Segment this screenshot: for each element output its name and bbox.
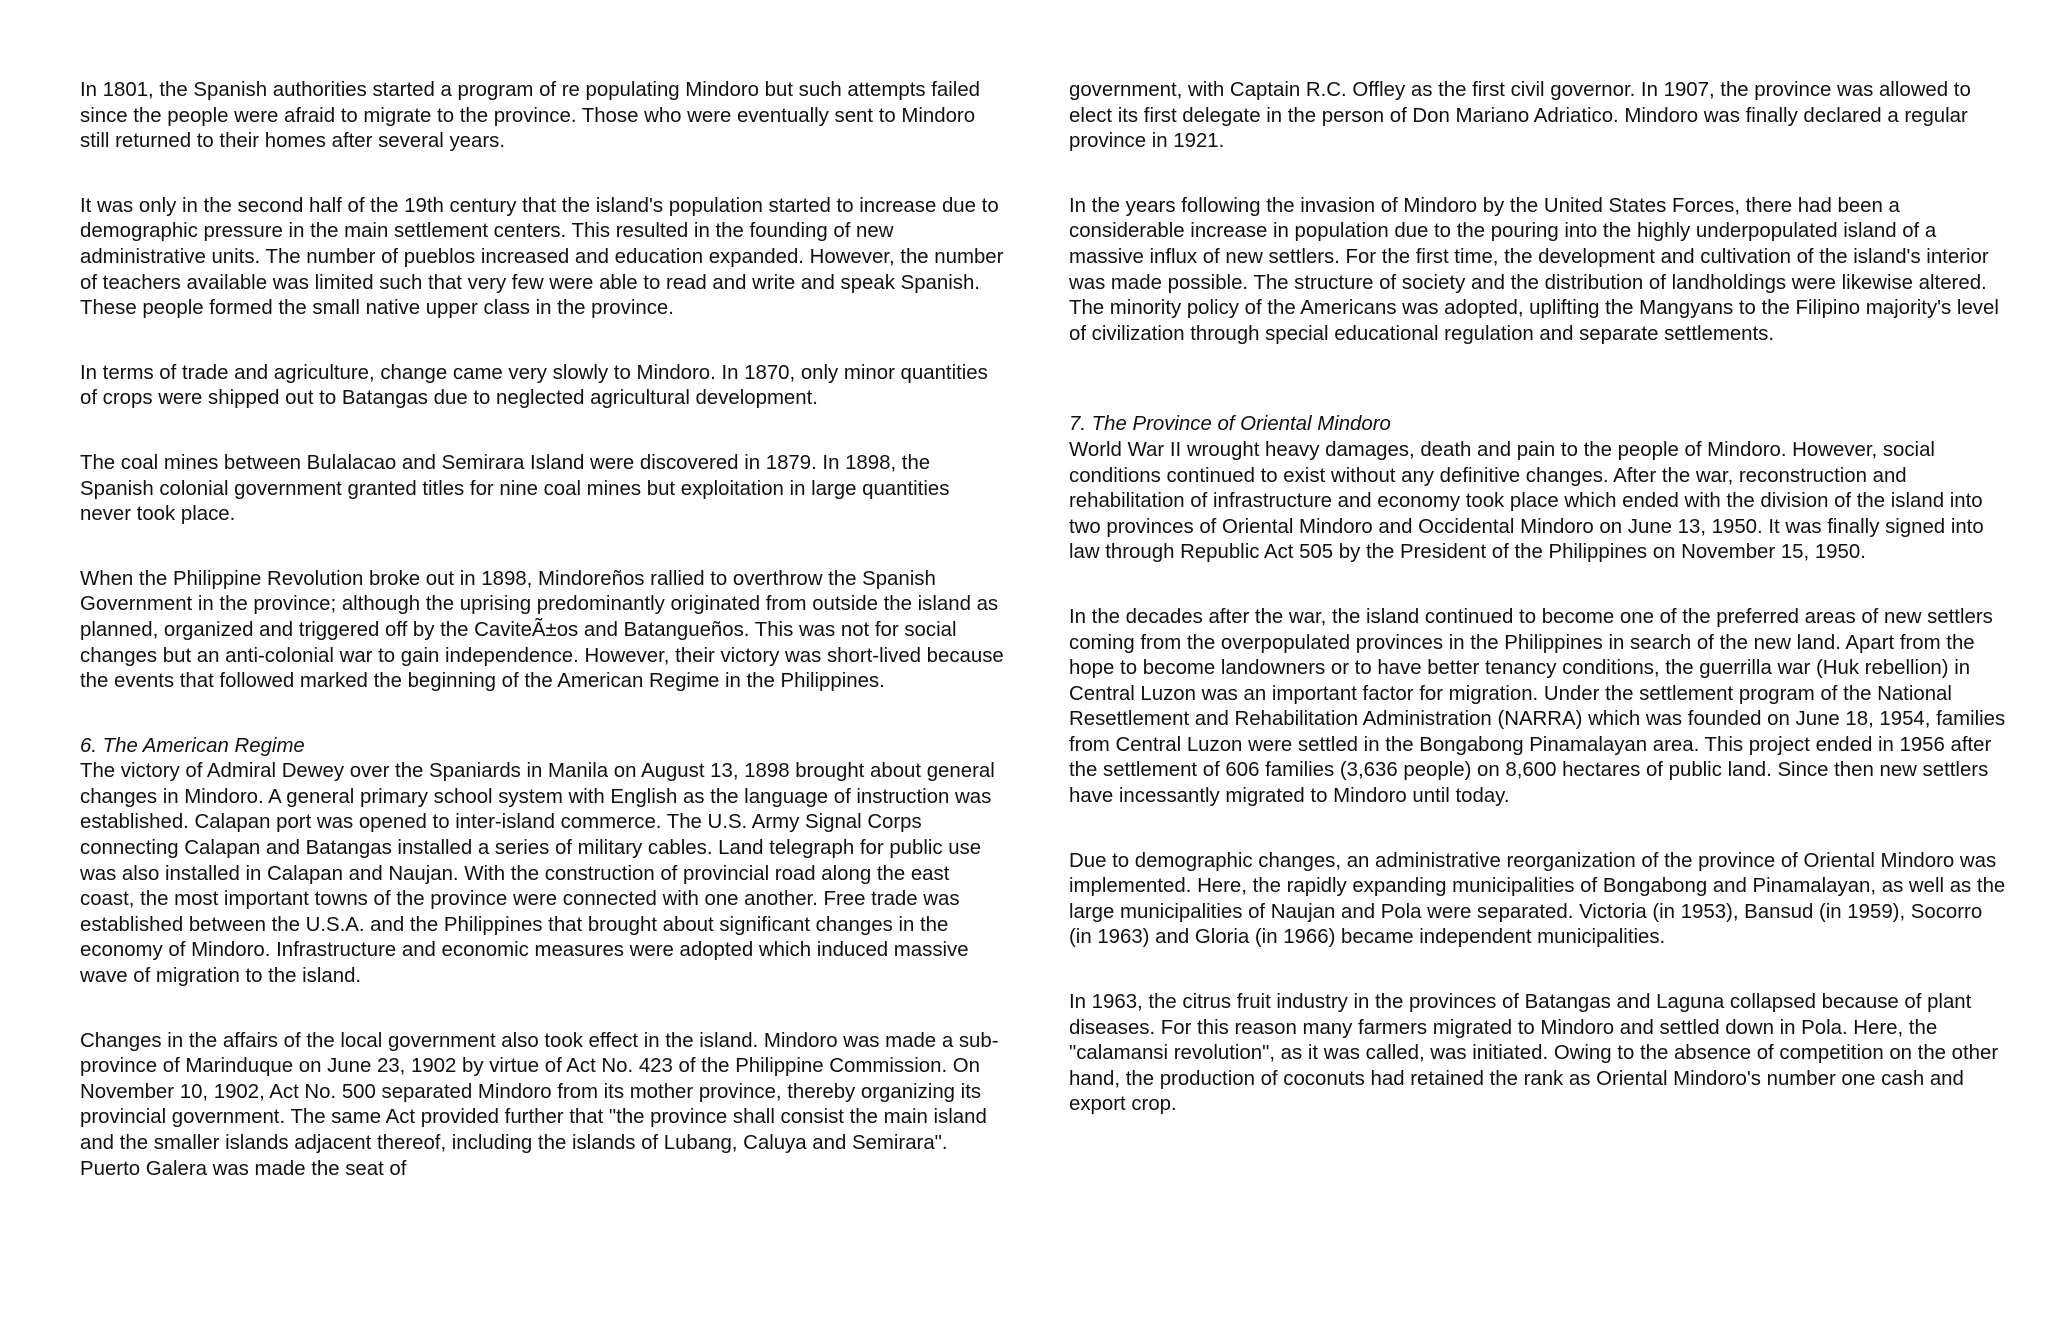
right-column <box>1069 78 2009 1157</box>
paragraph-civil-government: government, with Captain R.C. Offley as the first civil governor. In 1907, the province was allowed to elect its first delegate in the person of Don Mariano Adriatico. Mindoro was finally declared a regular province in 1921. <box>1069 79 1971 153</box>
paragraph-post-war-settlers: In the decades after the war, the island continued to become one of the preferred areas of new settlers coming from the overpopulated provinces in the Philippines in search of the new land. Apart from the hope to become landowners or to have better tenancy conditions, the guerrilla war (Huk rebellion) in Central Luzon was an important factor for migration. Under the settlement program of the National Resettlement and Rehabilitation Administration (NARRA) which was founded on June 18, 1954, families from Central Luzon were settled in the Bongabong Pinamalayan area. This project ended in 1956 after the settlement of 606 families (3,636 people) on 8,600 hectares of public land. Since then new settlers have incessantly migrated to Mindoro until today. <box>1069 605 2006 808</box>
spacer <box>1069 386 2009 412</box>
paragraph-coal-mines: The coal mines between Bulalacao and Semirara Island were discovered in 1879. In 1898, the Spanish colonial government granted titles for nine coal mines but exploitation in large quantities never took place. <box>80 451 950 526</box>
paragraph-world-war-ii: World War II wrought heavy damages, death and pain to the people of Mindoro. However, social conditions continued to exist without any definitive changes. After the war, reconstruction and rehabilitation of infrastructure and economy took place which ended with the division of the island into two provinces of Oriental Mindoro and Occidental Mindoro on June 13, 1950. It was finally signed into law through Republic Act 505 by the President of the Philippines on November 15, 1950. <box>1069 438 1984 564</box>
paragraph-trade-agriculture: In terms of trade and agriculture, change came very slowly to Mindoro. In 1870, only minor quantities of crops were shipped out to Batangas due to neglected agricultural development. <box>80 361 988 410</box>
paragraph-local-government: Changes in the affairs of the local government also took effect in the island. Mindoro was made a sub-province of Marinduque on June 23, 1902 by virtue of Act No. 423 of the Philippine Commission. On November 10, 1902, Act No. 500 separated Mindoro from its mother province, thereby organizing its provincial government. The same Act provided further that "the province shall consist the main island and the smaller islands adjacent thereof, including the islands of Lubang, Caluya and Semirara". Puerto Galera was made the seat of <box>80 1029 999 1180</box>
paragraph-revolution: When the Philippine Revolution broke out in 1898, Mindoreños rallied to overthrow the Spanish Government in the province; although the uprising predominantly originated from outside the island as planned, organized and triggered off by the CaviteÃ±os and Batangueños. This was not for social changes but an anti-colonial war to gain independence. However, their victory was short-lived because the events that followed marked the beginning of the American Regime in the Philippines. <box>80 567 1004 693</box>
paragraph-citrus-industry: In 1963, the citrus fruit industry in the provinces of Batangas and Laguna collapsed because of plant diseases. For this reason many farmers migrated to Mindoro and settled down in Pola. Here, the "calamansi revolution", as it was called, was initiated. Owing to the absence of competition on the other hand, the production of coconuts had retained the rank as Oriental Mindoro's number one cash and export crop. <box>1069 991 1999 1116</box>
section-heading-american-regime: 6. The American Regime <box>80 734 305 757</box>
paragraph-reorganization: Due to demographic changes, an administrative reorganization of the province of Oriental Mindoro was implemented. Here, the rapidly expanding municipalities of Bongabong and Pinamalayan, as well as the large municipalities of Naujan and Pola were separated. Victoria (in 1953), Bansud (in 1959), Socorro (in 1963) and Gloria (in 1966) became independent municipalities. <box>1069 849 2006 949</box>
paragraph-population-growth: It was only in the second half of the 19th century that the island's population started to increase due to demographic pressure in the main settlement centers. This resulted in the founding of new administrative units. The number of pueblos increased and education expanded. However, the number of teachers available was limited such that very few were able to read and write and speak Spanish. These people formed the small native upper class in the province. <box>80 194 1004 320</box>
left-column <box>80 78 1005 1221</box>
paragraph-settlers-influx: In the years following the invasion of Mindoro by the United States Forces, there had been a considerable increase in population due to the pouring into the highly underpopulated island of a massive influx of new settlers. For the first time, the development and cultivation of the island's interior was made possible. The structure of society and the distribution of landholdings were likewise altered. The minority policy of the Americans was adopted, uplifting the Mangyans to the Filipino majority's level of civilization through special educational regulation and separate settlements. <box>1069 194 1999 345</box>
paragraph-repopulation: In 1801, the Spanish authorities started a program of re populating Mindoro but such attempts failed since the people were afraid to migrate to the province. Those who were eventually sent to Mindoro still returned to their homes after several years. <box>80 79 980 153</box>
paragraph-american-regime: The victory of Admiral Dewey over the Spaniards in Manila on August 13, 1898 brought about general changes in Mindoro. A general primary school system with English as the language of instruction was established. Calapan port was opened to inter-island commerce. The U.S. Army Signal Corps connecting Calapan and Batangas installed a series of military cables. Land telegraph for public use was also installed in Calapan and Naujan. With the construction of provincial road along the east coast, the most important towns of the province were connected with one another. Free trade was established between the U.S.A. and the Philippines that brought about significant changes in the economy of Mindoro. Infrastructure and economic measures were adopted which induced massive wave of migration to the island. <box>80 760 995 988</box>
section-heading-oriental-mindoro: 7. The Province of Oriental Mindoro <box>1069 413 1391 436</box>
